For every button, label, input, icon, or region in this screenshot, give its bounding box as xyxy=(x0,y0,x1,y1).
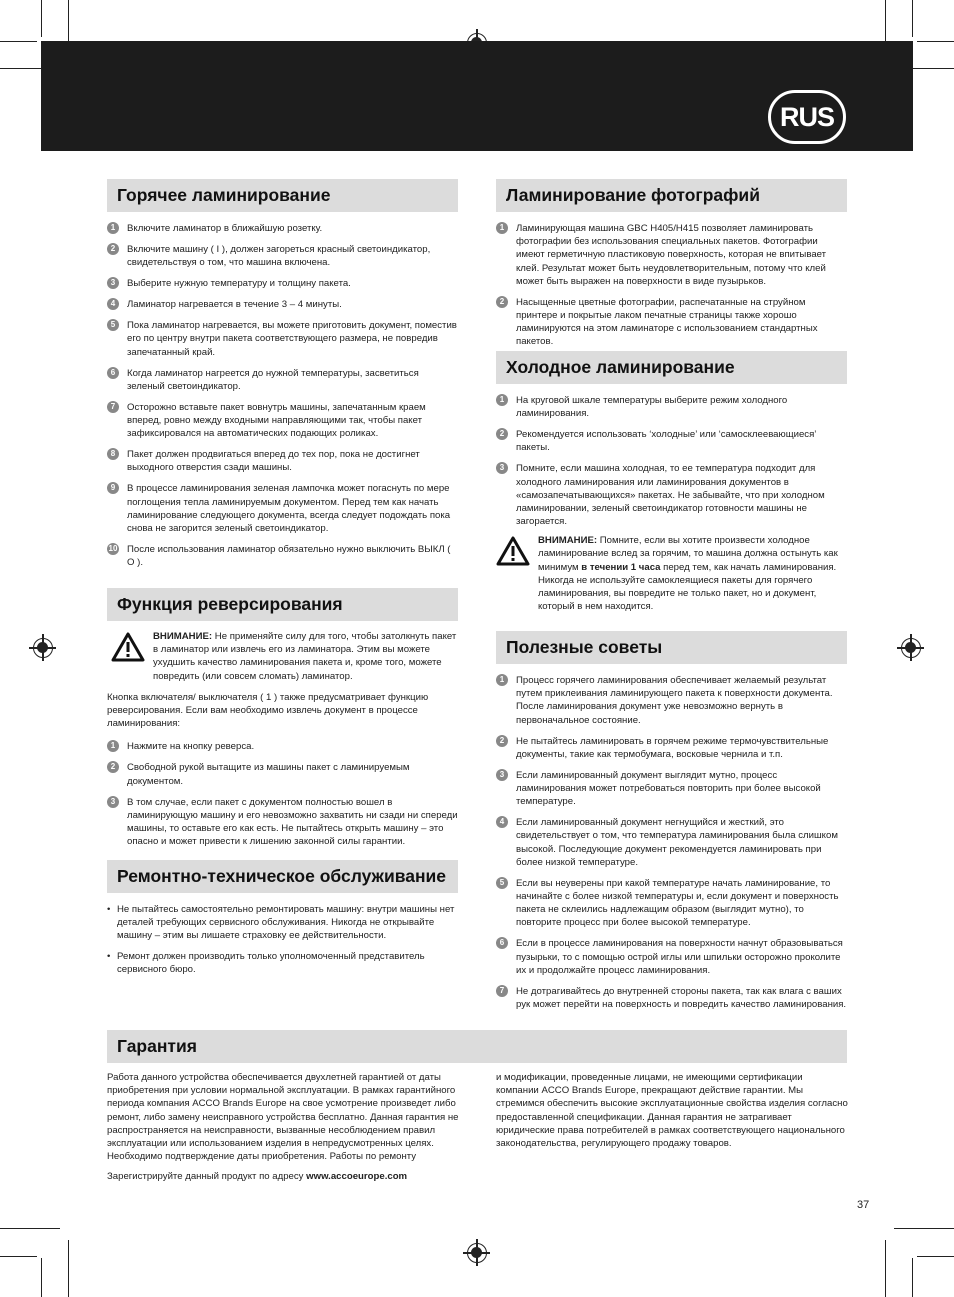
cold-steps xyxy=(496,394,847,528)
step-number: 1 xyxy=(496,222,508,234)
step-number: 3 xyxy=(496,462,508,474)
step-number: 9 xyxy=(107,482,119,494)
list-item xyxy=(496,985,847,1011)
step-text: Процесс горячего ламинирования обеспечивает желаемый результат путем приклеивания ламинирующего пакета к поверхности документа. После ламинирования документ уже невозможно вернуть в первоначальное состояние. xyxy=(516,675,833,726)
section-maintenance xyxy=(107,860,458,983)
list-item xyxy=(107,277,458,290)
step-text: На круговой шкале температуры выберите режим холодного ламинирования. xyxy=(516,395,788,420)
step-text: Нажмите на кнопку реверса. xyxy=(127,741,255,753)
warning-text: перед тем, как начать ламинирования. Никогда не используйте самоклеящиеся пакеты для горячего ламинирования, вы повредите не только пакет, но и документ, который в нем находится. xyxy=(538,561,837,613)
warning-label: ВНИМАНИЕ: xyxy=(538,535,598,547)
warning-emphasis: в течении 1 часа xyxy=(581,561,661,573)
warning-note xyxy=(111,630,458,683)
step-text: Ламинирующая машина GBC H405/H415 позволяет ламинировать фотографии без использования специальных пакетов. Фотографии имеют герметичную пластиковую поверхность, которая не впитывает клей. Результат может быть неудовлетворительным, потому что клей может быть выражен на поверхности в виде пузырьков. xyxy=(516,223,827,287)
step-text: Ламинатор нагревается в течение 3 – 4 минуты. xyxy=(127,299,342,311)
list-item xyxy=(496,937,847,977)
crop-mark xyxy=(912,0,913,37)
step-number: 1 xyxy=(107,222,119,234)
list-item xyxy=(107,448,458,474)
section-title: Функция реверсирования xyxy=(107,588,458,621)
list-item: • Не пытайтесь самостоятельно ремонтировать машину: внутри машины нет деталей требующих сервисного обслуживания. Никогда не открывайте машину – этим вы лишаете страховку ее действительности. xyxy=(107,903,458,943)
crop-mark xyxy=(917,1256,954,1257)
section-title: Полезные советы xyxy=(496,631,847,664)
step-number: 7 xyxy=(107,401,119,413)
warning-text: Помните, если вы хотите произвести холодное ламинирование вслед за горячим, то машина должна остынуть как минимум xyxy=(538,535,838,573)
language-badge: RUS xyxy=(768,90,846,144)
step-text: Если ламинированный документ негнущийся и жесткий, это свидетельствует о том, что температура ламинирования была слишком высокой. Последующие документ рекомендуется ламинировать при более низкой температуре. xyxy=(516,817,838,868)
list-item xyxy=(496,222,847,288)
list-item xyxy=(496,769,847,809)
list-item xyxy=(107,543,458,569)
list-item xyxy=(107,298,458,311)
step-number: 1 xyxy=(496,394,508,406)
step-number: 3 xyxy=(107,796,119,808)
warranty-text-left xyxy=(107,1071,459,1184)
warranty-register xyxy=(107,1170,459,1183)
section-warranty xyxy=(107,1030,847,1063)
crop-mark xyxy=(41,1258,42,1297)
step-text: Если ламинированный документ выглядит мутно, процесс ламинирования может потребоваться повторить при более высокой температуре. xyxy=(516,769,821,808)
list-item xyxy=(496,428,847,454)
section-useful-tips xyxy=(496,631,847,1019)
crop-mark xyxy=(912,1258,913,1297)
section-title: Гарантия xyxy=(107,1030,847,1063)
step-text: Помните, если машина холодная, то ее температура подходит для холодного ламинирования или ламинирования документов в «самозапечатывающихся» пакетах. Не забывайте, что при холодном ламинировании, зеленый светоиндикатор готовности машины не загорается. xyxy=(516,463,825,528)
step-number: 5 xyxy=(107,319,119,331)
section-photo-lamination xyxy=(496,179,847,356)
step-text: Если вы неуверены при какой температуре начать ламинирование, то начинайте с более низкой температуры и, если документ и поверхность пакета не склеились надлежащим образом (выглядит мутно), то повторите процесс при более высокой температуре. xyxy=(516,877,839,929)
step-number: 3 xyxy=(496,769,508,781)
crop-mark xyxy=(0,41,37,42)
list-item xyxy=(107,367,458,393)
list-item xyxy=(107,482,458,535)
crop-mark xyxy=(0,1256,37,1257)
list-item xyxy=(107,222,458,235)
step-text: Пакет должен продвигаться вперед до тех пор, пока не достигнет выходного отверстия сзади машины. xyxy=(127,449,420,474)
step-text: Пока ламинатор нагревается, вы можете приготовить документ, поместив его по центру внутри пакета соответствующего размера, не повредив запечатанный край. xyxy=(127,320,457,358)
step-number: 2 xyxy=(496,296,508,308)
list-item xyxy=(107,761,458,787)
section-cold-lamination xyxy=(496,351,847,613)
crop-mark xyxy=(894,1228,954,1229)
section-title: Ламинирование фотографий xyxy=(496,179,847,212)
list-item xyxy=(107,243,458,269)
section-title: Холодное ламинирование xyxy=(496,351,847,384)
step-text: В том случае, если пакет с документом полностью вошел в ламинирующую машину и его невозможно захватить ни сзади ни спереди машины, то оставьте его как есть. Не пытайтесь открыть машину – это опасно и может привести к лишению законной силы гарантии. xyxy=(127,796,458,848)
photo-steps xyxy=(496,222,847,349)
step-text: Осторожно вставьте пакет вовнутрь машины, запечатанным краем вперед, ровно между входными направляющими так, чтобы пакет зафиксировался на автоматических подающих роликах. xyxy=(127,401,426,440)
step-text: Рекомендуется использовать ‘холодные’ или ‘самосклеевающиеся’ пакеты. xyxy=(516,429,817,454)
step-text: Если в процессе ламинирования на поверхности начнут образовываться пузырьки, то с помощью острой иглы или шпильки осторожно проколите их и продолжайте процесс ламинирования. xyxy=(516,938,843,976)
step-number: 4 xyxy=(107,298,119,310)
step-text: Свободной рукой вытащите из машины пакет с ламинируемым документом. xyxy=(127,762,410,787)
list-item xyxy=(496,674,847,727)
crop-mark xyxy=(0,1228,60,1229)
warning-icon xyxy=(496,536,530,566)
crop-mark xyxy=(917,41,954,42)
warning-note xyxy=(496,534,847,613)
warranty-paragraph: Работа данного устройства обеспечивается двухлетней гарантией от даты приобретения при условии нормальной эксплуатации. В рамках гарантийного периода компания ACCO Brands Europe на свое усмотрение произведет либо ремонт, либо замену неисправного устройства бесплатно. Данная гарантия не распространяется на неисправности, вызванные несоблюдением правил эксплуатации или использованием изделия в непредусмотренных целях. Необходимо подтверждение даты приобретения. Работы по ремонту xyxy=(107,1072,459,1163)
step-text: Не пытайтесь ламинировать в горячем режиме термочувствительные документы, такие как термобумага, восковые чернила и т.п. xyxy=(516,735,829,760)
warranty-text-right xyxy=(496,1071,848,1150)
step-text: Не дотрагивайтесь до внутренней стороны пакета, так как влага с ваших рук может перейти на поверхность и повредить качество ламинирования. xyxy=(516,985,847,1011)
list-item xyxy=(107,319,458,359)
list-item xyxy=(496,735,847,761)
step-number: 10 xyxy=(108,544,118,554)
section-title: Ремонтно-техническое обслуживание xyxy=(107,860,458,893)
reverse-steps xyxy=(107,740,458,848)
list-item xyxy=(496,296,847,349)
section-hot-lamination xyxy=(107,179,458,577)
step-number: 6 xyxy=(107,367,119,379)
hot-steps xyxy=(107,222,458,569)
list-item xyxy=(107,401,458,441)
page-number: 37 xyxy=(857,1199,870,1211)
warning-icon xyxy=(111,632,145,662)
section-reverse-function xyxy=(107,588,458,856)
step-number: 2 xyxy=(107,243,119,255)
step-number: 8 xyxy=(107,448,119,460)
step-number: 3 xyxy=(107,277,119,289)
tips-list xyxy=(496,674,847,1011)
crop-mark xyxy=(68,1240,69,1297)
step-number: 2 xyxy=(496,428,508,440)
step-number: 5 xyxy=(496,877,508,889)
crop-mark xyxy=(41,0,42,37)
warning-text: Не применяйте силу для того, чтобы затолкнуть пакет в ламинатор или извлечь его из ламинатора. Этим вы можете ухудшить качество ламинирования пакета и, кроме того, можете повредить (или совсем сломать) ламинатор. xyxy=(153,631,457,682)
step-text: Когда ламинатор нагреется до нужной температуры, засветиться зеленый светоиндикатор. xyxy=(127,367,419,392)
step-number: 6 xyxy=(496,937,508,949)
list-item xyxy=(496,816,847,869)
step-number: 1 xyxy=(107,740,119,752)
warranty-paragraph: и модификации, проведенные лицами, не имеющими сертификации компании ACCO Brands Europe, прекращают действие гарантии. Мы стремимся обеспечить высокие эксплуатационные свойства изделия согласно предоставленной спецификации. Данная гарантия не затрагивает юридические права потребителей в рамках соответствующего национального законодательства, регулирующего продажу товаров. xyxy=(496,1072,848,1150)
step-number: 1 xyxy=(496,674,508,686)
reverse-intro: Кнопка включателя/ выключателя ( 1 ) также предусматривает функцию реверсирования. Если вам необходимо извлечь документ в процессе ламинирования: xyxy=(107,691,429,730)
registration-mark-icon xyxy=(901,638,921,658)
step-text: Включите машину ( I ), должен загореться красный светоиндикатор, свидетельствуя о том, что машина включена. xyxy=(127,244,431,269)
step-text: Включите ламинатор в ближайшую розетку. xyxy=(127,223,323,234)
register-link[interactable]: www.accoeurope.com xyxy=(306,1171,408,1183)
list-item xyxy=(496,394,847,420)
step-number: 4 xyxy=(496,816,508,828)
section-title: Горячее ламинирование xyxy=(107,179,458,212)
register-text: Зарегистрируйте данный продукт по адресу xyxy=(107,1171,307,1183)
crop-mark xyxy=(885,1240,886,1297)
list-item xyxy=(107,740,458,753)
list-item xyxy=(107,796,458,849)
step-text: Насыщенные цветные фотографии, распечатанные на струйном принтере и покрытые лаком печатные страницы также хорошо ламинируются на этом ламинаторе с использованием стандартных пакетов. xyxy=(516,296,818,348)
warning-label: ВНИМАНИЕ: xyxy=(153,631,213,642)
list-item xyxy=(496,877,847,930)
step-text: Выберите нужную температуру и толщину пакета. xyxy=(127,278,351,290)
registration-mark-icon xyxy=(467,1243,487,1263)
step-text: После использования ламинатор обязательно нужно выключить ВЫКЛ ( O ). xyxy=(127,544,451,569)
step-number: 7 xyxy=(496,985,508,997)
step-number: 2 xyxy=(496,735,508,747)
maintenance-bullets xyxy=(107,903,458,976)
step-number: 2 xyxy=(107,761,119,773)
list-item xyxy=(496,462,847,528)
step-text: В процессе ламинирования зеленая лампочка может погаснуть по мере поглощения тепла ламинируемым документом. Перед тем как начать ламинирование следующего документа, всегда следует подождать пока снова не загорится зеленый светоиндикатор. xyxy=(127,483,451,535)
registration-mark-icon xyxy=(33,638,53,658)
list-item: • Ремонт должен производить только уполномоченный представитель сервисного бюро. xyxy=(107,950,458,976)
